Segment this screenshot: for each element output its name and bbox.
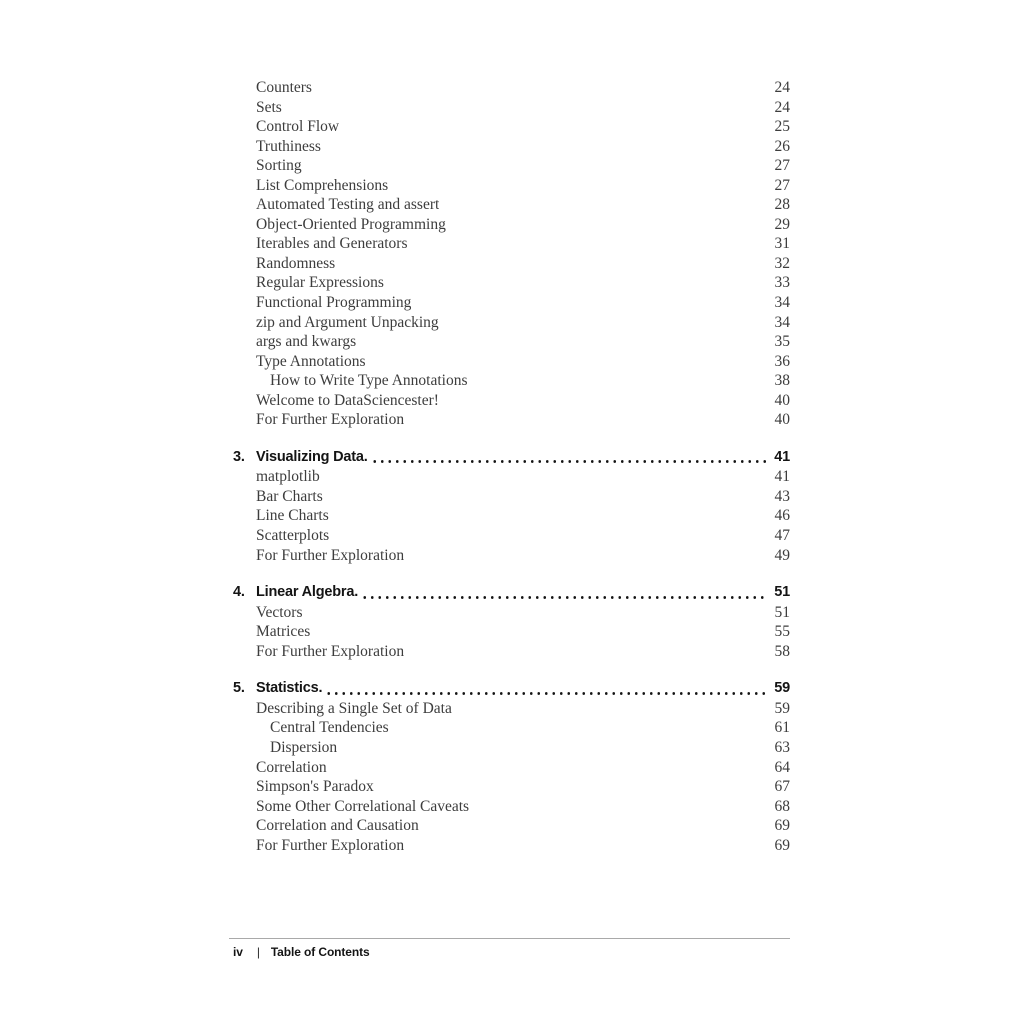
toc-entry-label: Line Charts <box>256 507 329 525</box>
toc-entry-page: 59 <box>774 699 790 717</box>
toc-entry <box>233 195 790 215</box>
toc-entry-page: 32 <box>774 254 790 272</box>
toc-section <box>233 448 790 565</box>
toc-entry <box>233 156 790 176</box>
toc-entry <box>233 98 790 118</box>
toc-entry <box>233 642 790 662</box>
toc-entry-page: 36 <box>774 352 790 370</box>
footer <box>233 945 790 959</box>
toc-entry-page: 35 <box>774 333 790 351</box>
toc-entry <box>233 718 790 738</box>
toc-entry <box>233 273 790 293</box>
toc-entry-page: 34 <box>774 313 790 331</box>
toc-entry-page: 69 <box>774 817 790 835</box>
toc-entry-page: 63 <box>774 738 790 756</box>
toc-entry-label: Control Flow <box>256 118 340 136</box>
toc-entry <box>233 215 790 235</box>
toc-chapter-page: 41 <box>774 448 790 465</box>
toc-entry-page: 47 <box>774 527 790 545</box>
toc-entry-page: 28 <box>774 196 790 214</box>
toc-entry <box>233 777 790 797</box>
toc-entry <box>233 487 790 507</box>
toc-entry-page: 51 <box>774 603 790 621</box>
toc-entry-label: For Further Exploration <box>256 836 405 854</box>
toc-entry-label: zip and Argument Unpacking <box>256 313 439 331</box>
toc-entry-label: For Further Exploration <box>256 411 405 429</box>
toc <box>233 78 790 855</box>
toc-entry <box>233 313 790 333</box>
toc-entry <box>233 117 790 137</box>
toc-entry-label: Randomness <box>256 254 336 272</box>
toc-entry-page: 34 <box>774 294 790 312</box>
toc-entry <box>233 176 790 196</box>
toc-entry-label: Object-Oriented Programming <box>256 215 446 233</box>
toc-entry-page: 55 <box>774 623 790 641</box>
toc-entry-label: Vectors <box>256 603 303 621</box>
toc-entry-page: 40 <box>774 391 790 409</box>
toc-section <box>233 78 790 430</box>
toc-entry <box>233 391 790 411</box>
toc-entry-page: 68 <box>774 797 790 815</box>
toc-entry-label: For Further Exploration <box>256 546 405 564</box>
toc-entry-page: 58 <box>774 642 790 660</box>
toc-chapter-heading <box>233 583 790 603</box>
toc-entry <box>233 293 790 313</box>
toc-entry-label: Matrices <box>256 623 311 641</box>
toc-entry-page: 61 <box>774 719 790 737</box>
toc-entry <box>233 622 790 642</box>
toc-dot-leader <box>371 460 768 463</box>
toc-entry-page: 46 <box>774 507 790 525</box>
toc-dot-leader <box>325 692 767 695</box>
toc-entry-label: How to Write Type Annotations <box>270 372 468 390</box>
toc-entry-label: Describing a Single Set of Data <box>256 699 452 717</box>
footer-rule <box>229 938 790 939</box>
toc-entry <box>233 410 790 430</box>
toc-entry-label: Sets <box>256 98 282 116</box>
toc-entry <box>233 352 790 372</box>
toc-entry-page: 41 <box>774 468 790 486</box>
toc-section <box>233 679 790 855</box>
toc-chapter-title: Visualizing Data. <box>256 448 368 465</box>
toc-entry-label: args and kwargs <box>256 333 357 351</box>
toc-entry-label: Welcome to DataSciencester! <box>256 391 439 409</box>
toc-entry-label: Functional Programming <box>256 294 412 312</box>
toc-entry <box>233 371 790 391</box>
toc-entry-label: Regular Expressions <box>256 274 384 292</box>
toc-entry-page: 33 <box>774 274 790 292</box>
toc-chapter-number: 5. <box>233 680 245 697</box>
toc-entry-label: Dispersion <box>270 738 338 756</box>
toc-entry-label: List Comprehensions <box>256 176 389 194</box>
toc-entry-label: Scatterplots <box>256 527 330 545</box>
toc-entry-label: Sorting <box>256 157 302 175</box>
toc-entry <box>233 797 790 817</box>
toc-section <box>233 583 790 661</box>
toc-entry-label: Automated Testing and assert <box>256 196 440 214</box>
toc-chapter-title: Linear Algebra. <box>256 584 359 601</box>
toc-chapter-page: 51 <box>774 584 790 601</box>
toc-entry-page: 29 <box>774 215 790 233</box>
footer-section-title: Table of Contents <box>270 945 370 959</box>
footer-page-number: iv <box>233 945 243 959</box>
toc-entry <box>233 506 790 526</box>
toc-entry-label: Correlation <box>256 758 327 776</box>
toc-entry-page: 43 <box>774 487 790 505</box>
toc-entry <box>233 234 790 254</box>
toc-entry-label: matplotlib <box>256 468 320 486</box>
toc-dot-leader <box>361 596 767 599</box>
toc-entry-page: 49 <box>774 546 790 564</box>
toc-entry-label: Simpson's Paradox <box>256 778 374 796</box>
toc-chapter-heading <box>233 679 790 699</box>
toc-entry <box>233 699 790 719</box>
toc-entry-page: 31 <box>774 235 790 253</box>
toc-entry <box>233 526 790 546</box>
toc-entry-page: 64 <box>774 758 790 776</box>
toc-entry <box>233 758 790 778</box>
toc-entry-label: Type Annotations <box>256 352 366 370</box>
toc-entry <box>233 546 790 566</box>
toc-entry <box>233 836 790 856</box>
toc-entry <box>233 738 790 758</box>
toc-entry <box>233 603 790 623</box>
toc-entry-page: 25 <box>774 118 790 136</box>
toc-entry-label: Some Other Correlational Caveats <box>256 797 470 815</box>
toc-entry-page: 40 <box>774 411 790 429</box>
toc-entry <box>233 467 790 487</box>
footer-separator: | <box>256 945 260 959</box>
toc-chapter-title: Statistics. <box>256 680 323 697</box>
toc-chapter-number: 3. <box>233 448 245 465</box>
toc-entry-label: Bar Charts <box>256 487 323 505</box>
toc-chapter-heading <box>233 448 790 468</box>
toc-entry-label: Truthiness <box>256 137 321 155</box>
toc-entry-page: 24 <box>774 79 790 96</box>
toc-entry-label: Iterables and Generators <box>256 235 408 253</box>
toc-chapter-page: 59 <box>774 680 790 697</box>
toc-chapter-number: 4. <box>233 584 245 601</box>
toc-entry <box>233 816 790 836</box>
toc-entry <box>233 254 790 274</box>
toc-entry-page: 67 <box>774 778 790 796</box>
toc-entry-page: 24 <box>774 98 790 116</box>
toc-entry <box>233 78 790 98</box>
toc-entry-page: 69 <box>774 836 790 854</box>
toc-entry-label: Correlation and Causation <box>256 817 419 835</box>
toc-entry <box>233 332 790 352</box>
toc-entry-label: Counters <box>256 79 312 96</box>
toc-entry-label: Central Tendencies <box>270 719 389 737</box>
toc-entry-page: 27 <box>774 176 790 194</box>
toc-entry-page: 26 <box>774 137 790 155</box>
toc-entry-label: For Further Exploration <box>256 642 405 660</box>
toc-entry-page: 38 <box>774 372 790 390</box>
toc-entry <box>233 137 790 157</box>
toc-entry-page: 27 <box>774 157 790 175</box>
